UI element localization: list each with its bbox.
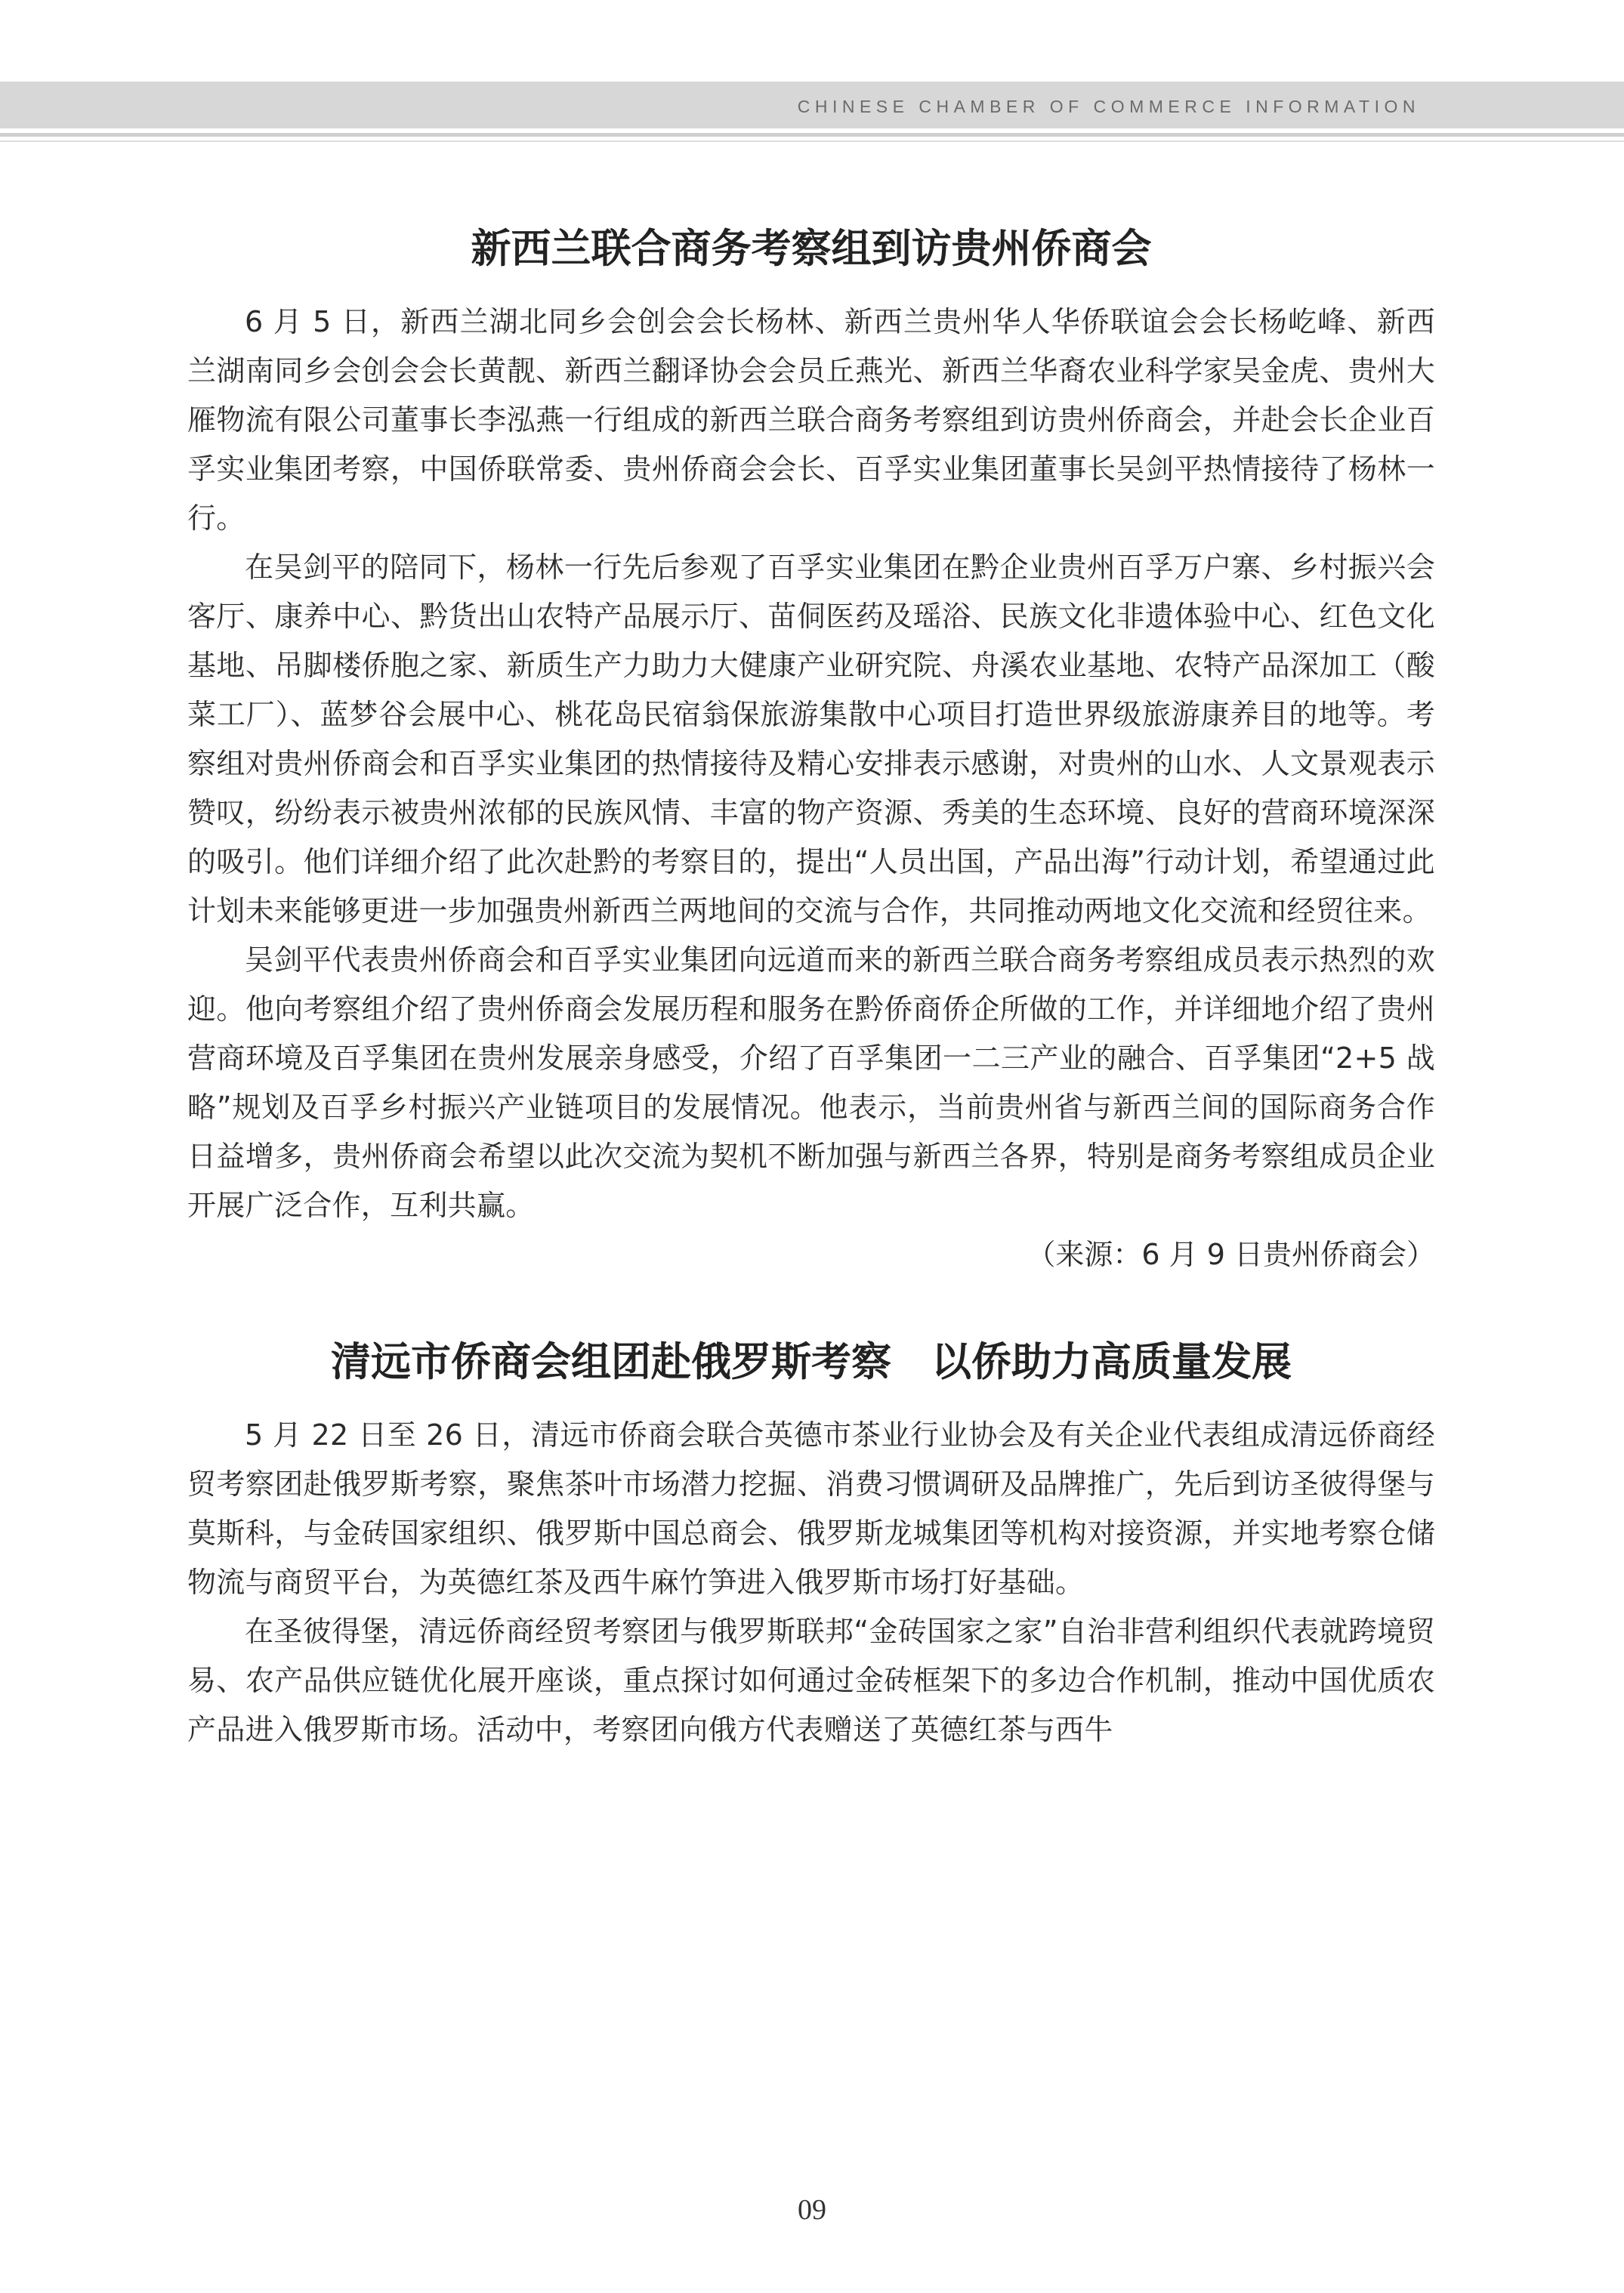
running-header-title: CHINESE CHAMBER OF COMMERCE INFORMATION [797, 97, 1420, 116]
page-number: 09 [798, 2194, 826, 2226]
article-1-title: 新西兰联合商务考察组到访贵州侨商会 [471, 226, 1152, 272]
article-2 [187, 1332, 1435, 1754]
article-1-paragraph-3: 吴剑平代表贵州侨商会和百孚实业集团向远道而来的新西兰联合商务考察组成员表示热烈的欢迎。他向考察组介绍了贵州侨商会发展历程和服务在黔侨商侨企所做的工作，并详细地介绍了贵州营商环境及百孚集团在贵州发展亲身感受，介绍了百孚集团一二三产业的融合、百孚集团“2+5 战略”规划及百孚乡村振兴产业链项目的发展情况。他表示，当前贵州省与新西兰间的国际商务合作日益增多，贵州侨商会希望以此次交流为契机不断加强与新西兰各界，特别是商务考察组成员企业开展广泛合作，互利共赢。 [187, 943, 1435, 1222]
article-2-paragraph-1: 5 月 22 日至 26 日，清远市侨商会联合英德市茶业行业协会及有关企业代表组成清远侨商经贸考察团赴俄罗斯考察，聚焦茶叶市场潜力挖掘、消费习惯调研及品牌推广，先后到访圣彼得堡与莫斯科，与金砖国家组织、俄罗斯中国总商会、俄罗斯龙城集团等机构对接资源，并实地考察仓储物流与商贸平台，为英德红茶及西牛麻竹笋进入俄罗斯市场打好基础。 [187, 1418, 1435, 1599]
article-2-paragraph-2: 在圣彼得堡，清远侨商经贸考察团与俄罗斯联邦“金砖国家之家”自治非营利组织代表就跨境贸易、农产品供应链优化展开座谈，重点探讨如何通过金砖框架下的多边合作机制，推动中国优质农产品进入俄罗斯市场。活动中，考察团向俄方代表赠送了英德红茶与西牛 [187, 1615, 1435, 1746]
article-2-title: 清远市侨商会组团赴俄罗斯考察 以侨助力高质量发展 [331, 1339, 1292, 1385]
header-rule-thin [0, 140, 1624, 142]
page-content [187, 219, 1435, 1754]
header-rule [0, 133, 1624, 137]
article-1-source: （来源：6 月 9 日贵州侨商会） [1027, 1238, 1435, 1271]
article-1-paragraph-2: 在吴剑平的陪同下，杨林一行先后参观了百孚实业集团在黔企业贵州百孚万户寨、乡村振兴会客厅、康养中心、黔货出山农特产品展示厅、苗侗医药及瑶浴、民族文化非遗体验中心、红色文化基地、吊脚楼侨胞之家、新质生产力助力大健康产业研究院、舟溪农业基地、农特产品深加工（酸菜工厂）、蓝梦谷会展中心、桃花岛民宿翁保旅游集散中心项目打造世界级旅游康养目的地等。考察组对贵州侨商会和百孚实业集团的热情接待及精心安排表示感谢，对贵州的山水、人文景观表示赞叹，纷纷表示被贵州浓郁的民族风情、丰富的物产资源、秀美的生态环境、良好的营商环境深深的吸引。他们详细介绍了此次赴黔的考察目的，提出“人员出国，产品出海”行动计划，希望通过此计划未来能够更进一步加强贵州新西兰两地间的交流与合作，共同推动两地文化交流和经贸往来。 [187, 551, 1435, 927]
article-1-paragraph-1: 6 月 5 日，新西兰湖北同乡会创会会长杨林、新西兰贵州华人华侨联谊会会长杨屹峰、新西兰湖南同乡会创会会长黄靓、新西兰翻译协会会员丘燕光、新西兰华裔农业科学家吴金虎、贵州大雁物流有限公司董事长李泓燕一行组成的新西兰联合商务考察组到访贵州侨商会，并赴会长企业百孚实业集团考察，中国侨联常委、贵州侨商会会长、百孚实业集团董事长吴剑平热情接待了杨林一行。 [187, 305, 1435, 535]
article-1 [187, 219, 1435, 1279]
